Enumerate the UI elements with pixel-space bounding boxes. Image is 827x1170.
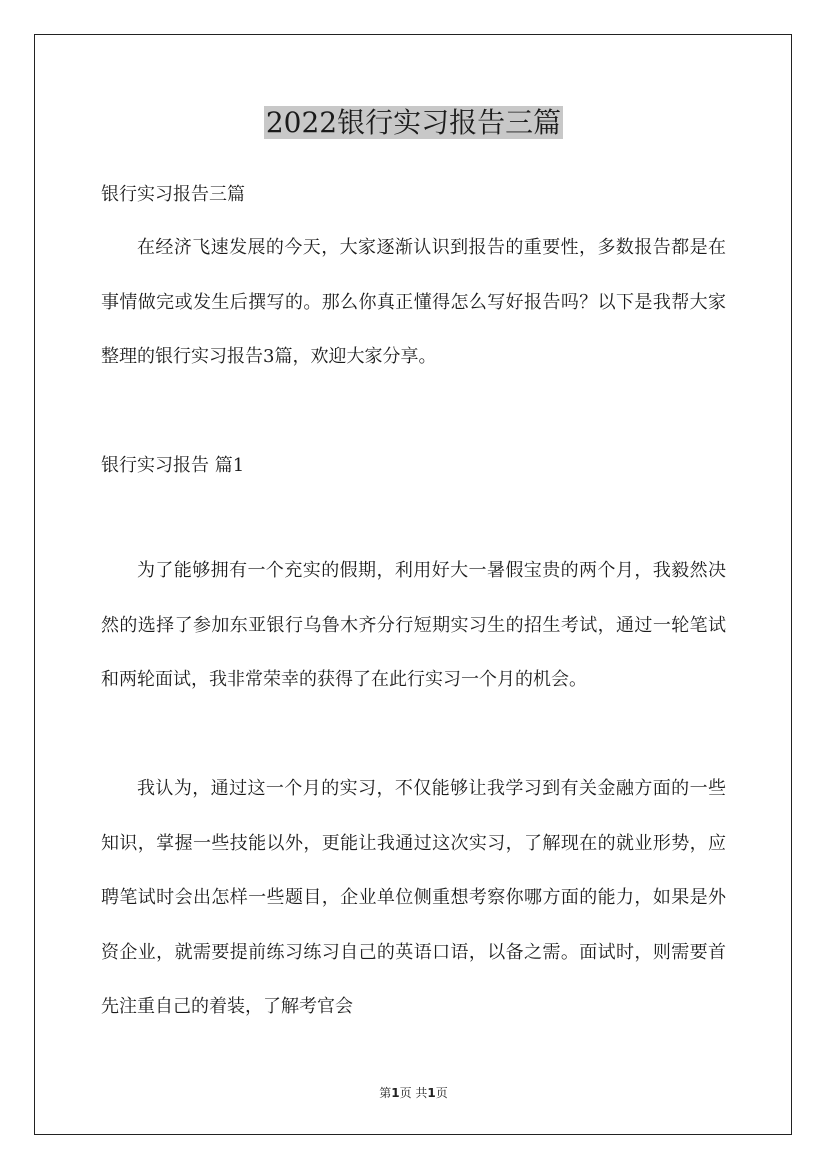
body-paragraph-2: 我认为，通过这一个月的实习，不仅能够让我学习到有关金融方面的一些知识，掌握一些技能以外，更能让我通过这次实习，了解现在的就业形势，应聘笔试时会出怎样一些题目，企业单位侧重想考察你哪方面的能力，如果是外资企业，就需要提前练习练习自己的英语口语，以备之需。面试时，则需要首先注重自己的着装，了解考官会 xyxy=(101,778,726,1017)
section-heading: 银行实习报告 篇1 xyxy=(101,455,245,476)
footer-page-total: 1 xyxy=(427,1086,436,1100)
footer-mid: 页 共 xyxy=(399,1086,428,1100)
page-footer xyxy=(0,1084,827,1101)
body-paragraph-1: 为了能够拥有一个充实的假期，利用好大一暑假宝贵的两个月，我毅然决然的选择了参加东亚银行乌鲁木齐分行短期实习生的招生考试，通过一轮笔试和两轮面试，我非常荣幸的获得了在此行实习一个月的机会。 xyxy=(101,560,726,690)
document-title: 2022银行实习报告三篇 xyxy=(265,106,562,139)
footer-prefix: 第 xyxy=(379,1086,392,1100)
footer-suffix: 页 xyxy=(435,1086,448,1100)
document-subtitle: 银行实习报告三篇 xyxy=(101,184,245,205)
footer-page-current: 1 xyxy=(391,1086,400,1100)
intro-paragraph: 在经济飞速发展的今天，大家逐渐认识到报告的重要性，多数报告都是在事情做完或发生后撰写的。那么你真正懂得怎么写好报告吗？以下是我帮大家整理的银行实习报告3篇，欢迎大家分享。 xyxy=(101,237,726,367)
